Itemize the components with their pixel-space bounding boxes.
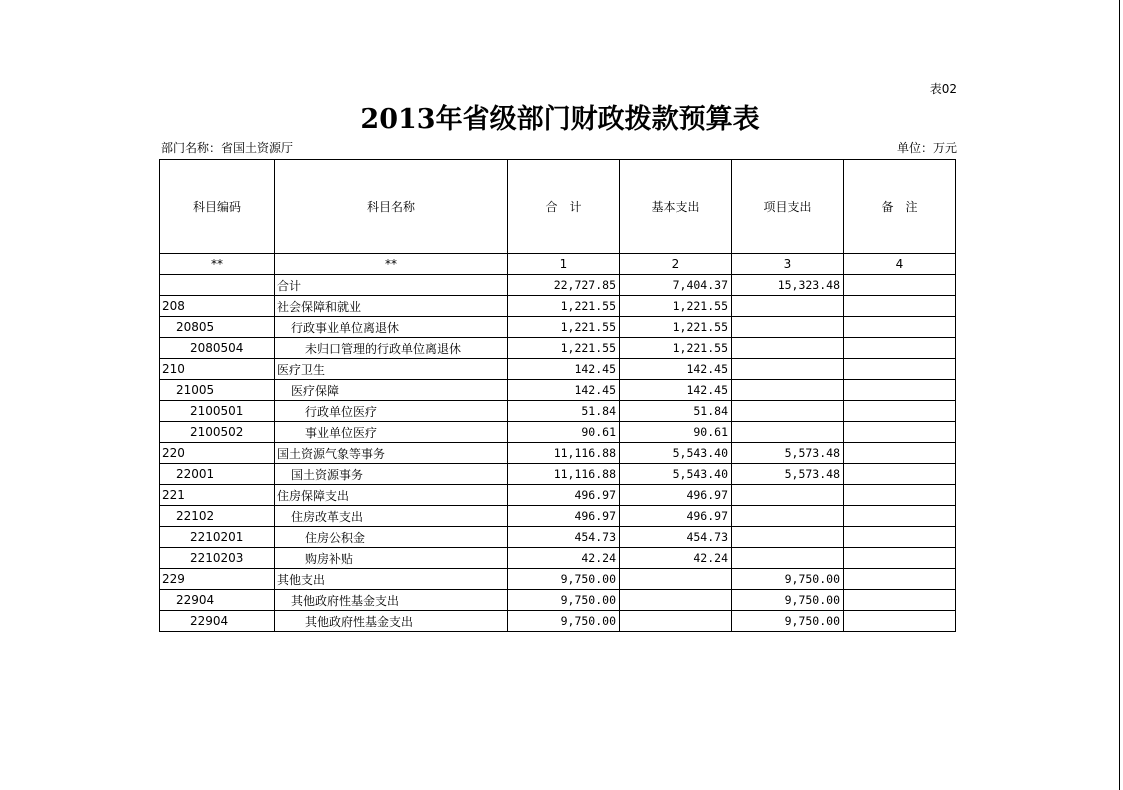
row-code: 2210203 xyxy=(160,548,275,569)
row-basic: 1,221.55 xyxy=(620,296,732,317)
header-note: 备 注 xyxy=(844,160,956,254)
row-name: 其他支出 xyxy=(275,569,508,590)
row-code: 21005 xyxy=(160,380,275,401)
row-code: 22904 xyxy=(160,590,275,611)
row-code: 229 xyxy=(160,569,275,590)
row-basic: 51.84 xyxy=(620,401,732,422)
row-project xyxy=(732,506,844,527)
row-project xyxy=(732,401,844,422)
table-row xyxy=(160,317,956,338)
row-name: 行政事业单位离退休 xyxy=(275,317,508,338)
row-note xyxy=(844,401,956,422)
row-project xyxy=(732,338,844,359)
row-note xyxy=(844,359,956,380)
row-basic xyxy=(620,569,732,590)
row-note xyxy=(844,338,956,359)
row-total: 9,750.00 xyxy=(508,590,620,611)
page-title: 2013年省级部门财政拨款预算表 xyxy=(360,104,760,135)
row-basic xyxy=(620,611,732,632)
row-name: 其他政府性基金支出 xyxy=(275,590,508,611)
row-basic: 1,221.55 xyxy=(620,317,732,338)
row-name: 购房补贴 xyxy=(275,548,508,569)
table-row xyxy=(160,443,956,464)
table-row xyxy=(160,359,956,380)
header-name: 科目名称 xyxy=(275,160,508,254)
row-total: 142.45 xyxy=(508,380,620,401)
row-project xyxy=(732,548,844,569)
row-basic: 142.45 xyxy=(620,380,732,401)
row-code: 221 xyxy=(160,485,275,506)
row-project xyxy=(732,359,844,380)
row-total: 142.45 xyxy=(508,359,620,380)
table-row xyxy=(160,590,956,611)
row-total: 9,750.00 xyxy=(508,611,620,632)
row-name: 行政单位医疗 xyxy=(275,401,508,422)
row-basic: 496.97 xyxy=(620,485,732,506)
row-code: 2100501 xyxy=(160,401,275,422)
row-basic: 7,404.37 xyxy=(620,275,732,296)
row-note xyxy=(844,275,956,296)
table-row xyxy=(160,296,956,317)
row-name: 住房保障支出 xyxy=(275,485,508,506)
index-note: 4 xyxy=(844,254,956,275)
row-note xyxy=(844,422,956,443)
department-label: 部门名称：省国土资源厅 xyxy=(161,141,294,155)
row-basic: 5,543.40 xyxy=(620,464,732,485)
row-code: 220 xyxy=(160,443,275,464)
row-project: 5,573.48 xyxy=(732,443,844,464)
table-row xyxy=(160,380,956,401)
index-project: 3 xyxy=(732,254,844,275)
row-note xyxy=(844,380,956,401)
row-total: 454.73 xyxy=(508,527,620,548)
row-total: 1,221.55 xyxy=(508,296,620,317)
row-project xyxy=(732,317,844,338)
unit-label: 单位：万元 xyxy=(896,141,957,155)
index-code: ** xyxy=(160,254,275,275)
table-row xyxy=(160,548,956,569)
row-code: 2210201 xyxy=(160,527,275,548)
table-row xyxy=(160,527,956,548)
row-basic: 90.61 xyxy=(620,422,732,443)
header-project: 项目支出 xyxy=(732,160,844,254)
table-row xyxy=(160,611,956,632)
index-name: ** xyxy=(275,254,508,275)
row-basic: 42.24 xyxy=(620,548,732,569)
table-row xyxy=(160,485,956,506)
row-basic: 5,543.40 xyxy=(620,443,732,464)
table-row xyxy=(160,506,956,527)
row-name: 事业单位医疗 xyxy=(275,422,508,443)
row-note xyxy=(844,296,956,317)
index-row xyxy=(160,254,956,275)
row-basic: 142.45 xyxy=(620,359,732,380)
row-project xyxy=(732,485,844,506)
row-total: 496.97 xyxy=(508,506,620,527)
table-row xyxy=(160,401,956,422)
row-note xyxy=(844,590,956,611)
row-name: 国土资源事务 xyxy=(275,464,508,485)
row-name: 其他政府性基金支出 xyxy=(275,611,508,632)
row-note xyxy=(844,569,956,590)
header-basic: 基本支出 xyxy=(620,160,732,254)
row-project: 5,573.48 xyxy=(732,464,844,485)
row-name: 合计 xyxy=(275,275,508,296)
row-project: 15,323.48 xyxy=(732,275,844,296)
row-total: 496.97 xyxy=(508,485,620,506)
table-row xyxy=(160,569,956,590)
row-code: 208 xyxy=(160,296,275,317)
budget-table xyxy=(159,159,956,632)
row-basic: 454.73 xyxy=(620,527,732,548)
row-total: 90.61 xyxy=(508,422,620,443)
row-note xyxy=(844,485,956,506)
header-total: 合 计 xyxy=(508,160,620,254)
row-code: 22001 xyxy=(160,464,275,485)
row-project: 9,750.00 xyxy=(732,590,844,611)
row-basic xyxy=(620,590,732,611)
row-name: 住房改革支出 xyxy=(275,506,508,527)
row-note xyxy=(844,317,956,338)
table-row xyxy=(160,422,956,443)
row-code: 20805 xyxy=(160,317,275,338)
row-total: 51.84 xyxy=(508,401,620,422)
row-code: 22904 xyxy=(160,611,275,632)
row-name: 住房公积金 xyxy=(275,527,508,548)
row-total: 11,116.88 xyxy=(508,443,620,464)
form-number: 表02 xyxy=(929,82,957,96)
table-row xyxy=(160,464,956,485)
row-code: 22102 xyxy=(160,506,275,527)
row-project: 9,750.00 xyxy=(732,569,844,590)
row-total: 1,221.55 xyxy=(508,317,620,338)
row-note xyxy=(844,443,956,464)
page-right-border xyxy=(1119,0,1120,790)
index-basic: 2 xyxy=(620,254,732,275)
row-note xyxy=(844,548,956,569)
row-code: 2080504 xyxy=(160,338,275,359)
row-note xyxy=(844,611,956,632)
row-name: 医疗卫生 xyxy=(275,359,508,380)
row-note xyxy=(844,506,956,527)
row-project: 9,750.00 xyxy=(732,611,844,632)
row-basic: 1,221.55 xyxy=(620,338,732,359)
header-code: 科目编码 xyxy=(160,160,275,254)
row-code: 210 xyxy=(160,359,275,380)
row-code: 2100502 xyxy=(160,422,275,443)
row-name: 社会保障和就业 xyxy=(275,296,508,317)
table-row xyxy=(160,338,956,359)
row-note xyxy=(844,464,956,485)
row-note xyxy=(844,527,956,548)
row-total: 42.24 xyxy=(508,548,620,569)
index-total: 1 xyxy=(508,254,620,275)
header-row xyxy=(160,160,956,254)
row-basic: 496.97 xyxy=(620,506,732,527)
row-name: 未归口管理的行政单位离退休 xyxy=(275,338,508,359)
row-total: 9,750.00 xyxy=(508,569,620,590)
row-code xyxy=(160,275,275,296)
row-name: 国土资源气象等事务 xyxy=(275,443,508,464)
row-total: 11,116.88 xyxy=(508,464,620,485)
table-row xyxy=(160,275,956,296)
row-project xyxy=(732,380,844,401)
row-total: 1,221.55 xyxy=(508,338,620,359)
row-project xyxy=(732,527,844,548)
row-project xyxy=(732,422,844,443)
row-project xyxy=(732,296,844,317)
row-total: 22,727.85 xyxy=(508,275,620,296)
row-name: 医疗保障 xyxy=(275,380,508,401)
